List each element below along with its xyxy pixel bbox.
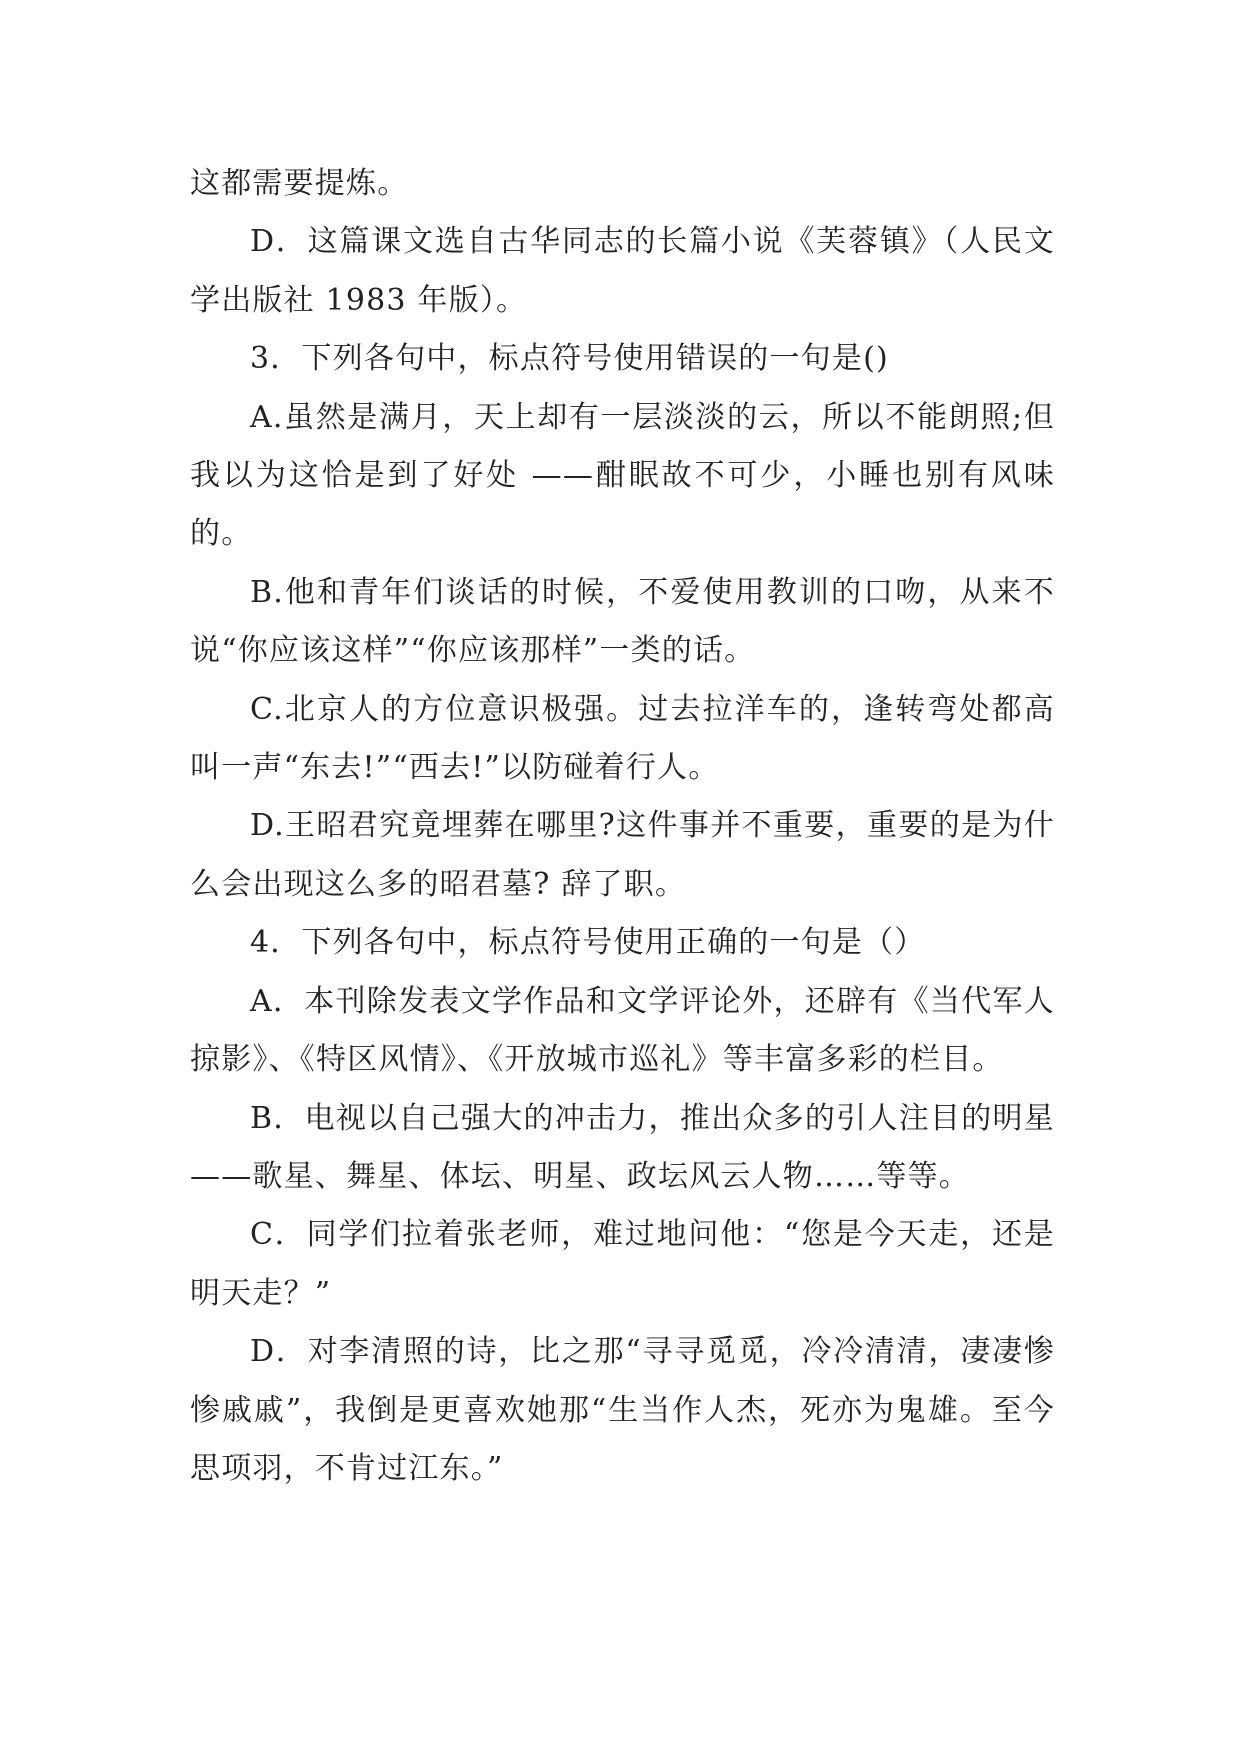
paragraph-q3-option-d: D.王昭君究竟埋葬在哪里?这件事并不重要，重要的是为什么会出现这么多的昭君墓? 辞了职。 [190, 808, 1055, 902]
paragraph-q4-option-c: C．同学们拉着张老师，难过地问他：“您是今天走，还是明天走？” [190, 1217, 1055, 1311]
paragraph-q4-option-a: A．本刊除发表文学作品和文学评论外，还辟有《当代军人掠影》、《特区风情》、《开放城市巡礼》等丰富多彩的栏目。 [190, 983, 1055, 1078]
paragraph-q2-option-d: D．这篇课文选自古华同志的长篇小说《芙蓉镇》（人民文学出版社 1983 年版）。 [190, 224, 1055, 318]
paragraph-question-3: 3．下列各句中，标点符号使用错误的一句是() [250, 341, 889, 377]
paragraph-q3-option-c: C.北京人的方位意识极强。过去拉洋车的，逢转弯处都高叫一声“东去!”“西去!”以防碰着行人。 [190, 691, 1055, 786]
paragraph-q3-option-a: A.虽然是满月，天上却有一层淡淡的云，所以不能朗照;但我以为这恰是到了好处 ——酣眠故不可少，小睡也别有风味的。 [190, 399, 1055, 552]
document-body [190, 155, 1055, 1498]
paragraph-q3-option-b: B.他和青年们谈话的时候，不爱使用教训的口吻，从来不说“你应该这样”“你应该那样”一类的话。 [190, 574, 1055, 669]
paragraph-q4-option-d: D．对李清照的诗，比之那“寻寻觅觅，冷冷清清，凄凄惨惨戚戚”，我倒是更喜欢她那“生当作人杰，死亦为鬼雄。至今思项羽，不肯过江东。” [190, 1334, 1055, 1486]
paragraph-q4-option-b: B．电视以自己强大的冲击力，推出众多的引人注目的明星——歌星、舞星、体坛、明星、政坛风云人物……等等。 [190, 1100, 1055, 1194]
paragraph-question-4: 4．下列各句中，标点符号使用正确的一句是（） [250, 925, 926, 961]
paragraph-continuation: 这都需要提炼。 [190, 166, 409, 201]
